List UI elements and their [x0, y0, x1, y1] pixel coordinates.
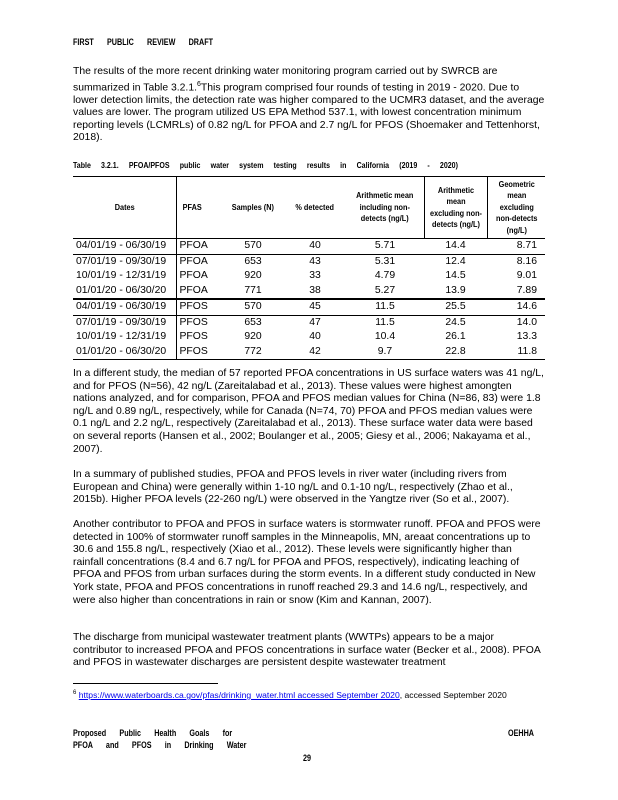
- table-row: [73, 299, 545, 315]
- footnote-link[interactable]: https://www.waterboards.ca.gov/pfas/drinking_water.html accessed September 2020: [78, 689, 400, 700]
- table-row: [73, 345, 545, 360]
- table-cell: PFOA: [179, 284, 208, 296]
- table-cell: 920: [244, 331, 262, 343]
- table-cell: 01/01/20 - 06/30/20: [73, 284, 176, 300]
- table-row: [73, 269, 545, 284]
- table-cell: 7.89: [516, 284, 537, 296]
- table-cell: 5.71: [374, 240, 396, 252]
- header-pfas: PFAS: [182, 201, 202, 212]
- header-detected: % detected: [295, 201, 335, 212]
- table-cell: 26.1: [445, 331, 466, 343]
- table-header-row: [73, 177, 545, 239]
- table-cell: 10/01/19 - 12/31/19: [73, 269, 176, 284]
- table-cell: 11.5: [346, 299, 424, 315]
- table-cell: 11.5: [346, 315, 424, 330]
- table-row: [73, 315, 545, 330]
- paragraph-river-water: In a summary of published studies, PFOA and PFOS levels in river water (including rivers from European and China) were generally within 1-10 ng/L and 0.1-10 ng/L, respectively (Zhao et al., 2015b). Higher PFOA levels (22-260 ng/L) were observed in the Yangtze river (So et al., 2007).: [73, 469, 513, 506]
- footer-title-line1: Proposed Public Health Goals for: [73, 728, 233, 738]
- table-cell: 570: [244, 240, 262, 252]
- table-cell: 04/01/19 - 06/30/19: [73, 299, 176, 315]
- table-cell: 772: [222, 345, 284, 360]
- footer-title-line2: PFOA and PFOS in Drinking Water: [73, 740, 247, 750]
- paragraph-surface-water: In a different study, the median of 57 reported PFOA concentrations in US surface waters was 41 ng/L, and for PFOS (N=56), 42 ng/L (Zareitalabad et al., 2013). These values were highest amongten nations analyzed, and for comparison, PFOA and PFOS median values for China (N=86, 83) were 1.8 ng/L and 0.89 ng/L, respectively, while for Canada (N=74, 70) PFOA and PFOS median values were 0.1 ng/L and 2.2 ng/L, respectively (Zareitalabad et al., 2013). These surface water data were based on several reports (Hansen et al., 2002; Boulanger et al., 2005; Giesy et al., 2006; Nakayama et al., 2007).: [73, 368, 544, 455]
- table-cell: PFOA: [176, 254, 222, 269]
- paragraph-wwtp: The discharge from municipal wastewater treatment plants (WWTPs) appears to be a major contributor to increased PFOA and PFOS concentrations in surface water (Becker et al., 2008). PFOA and PFOS in wastewater discharges are persistent despite wastewater treatment: [73, 632, 541, 669]
- footer-agency: OEHHA: [508, 728, 535, 738]
- table-cell: 570: [222, 299, 284, 315]
- table-cell: 653: [222, 315, 284, 330]
- table-cell: 5.31: [346, 254, 424, 269]
- table-cell: 24.5: [424, 315, 487, 330]
- table-cell: 38: [309, 284, 321, 296]
- table-cell: 07/01/19 - 09/30/19: [73, 254, 176, 269]
- page-number: 29: [303, 753, 312, 763]
- table-cell: 43: [284, 254, 346, 269]
- table-cell: 4.79: [374, 270, 396, 282]
- footnote-ref[interactable]: 6: [196, 80, 201, 88]
- table-caption: Table 3.2.1. PFOA/PFOS public water system testing results in California (2019 - 2020): [73, 160, 458, 170]
- table-cell: 10.4: [374, 331, 396, 343]
- table-row: [73, 284, 545, 300]
- table-row: [73, 254, 545, 269]
- paragraph-text: This program comprised four rounds of testing in 2019 - 2020. Due to lower detection limits, the detection rate was higher compared to the UCMR3 dataset, and the average values are lower. The program utilized US EPA Method 537.1, with lowest concentration minimum reporting levels (LCMRLs) of 0.82 ng/L for PFOA and 2.7 ng/L for PFOS (Shoemaker and Tettenhorst, 2018).: [73, 82, 545, 144]
- paragraph-swrcb: [73, 66, 545, 145]
- header-arith-excl: Arithmetic mean excluding non-detects (ng/L): [424, 177, 487, 239]
- table-cell: 8.71: [516, 240, 537, 252]
- table-cell: 11.8: [487, 345, 545, 360]
- table-cell: 45: [284, 299, 346, 315]
- table-cell: 07/01/19 - 09/30/19: [73, 315, 176, 330]
- table-cell: 8.16: [487, 254, 545, 269]
- table-cell: 653: [222, 254, 284, 269]
- header-geo-excl: Geometric mean excluding non-detects (ng/L): [495, 178, 537, 235]
- table-cell: PFOS: [176, 345, 222, 360]
- table-cell: PFOA: [179, 270, 208, 282]
- table-cell: PFOA: [179, 240, 208, 252]
- header-dates: Dates: [73, 177, 176, 239]
- pfas-results-table: [73, 176, 545, 360]
- paragraph-stormwater: Another contributor to PFOA and PFOS in surface waters is stormwater runoff. PFOA and PFOS were detected in 100% of stormwater runoff samples in the Minneapolis, MN, areaat concentrations up to 30.6 and 155.8 ng/L, respectively (Xiao et al., 2012). These levels were significantly higher than rainfall concentrations (8.4 and 6.7 ng/L for PFOA and PFOS, respectively), indicating leaching of PFOA and PFOS from urban surfaces during the storm events. In a different study conducted in New York state, PFOA and PFOS concentrations in runoff reached 29.3 and 14.6 ng/L, respectively, and were also higher than concentrations in rain or snow (Kim and Kannan, 2007).: [73, 519, 541, 606]
- footnote-number: 6: [73, 690, 77, 696]
- table-cell: 42: [284, 345, 346, 360]
- table-cell: 14.0: [487, 315, 545, 330]
- table-cell: 47: [284, 315, 346, 330]
- table-cell: PFOS: [179, 331, 208, 343]
- table-row: [73, 239, 545, 255]
- table-cell: 04/01/19 - 06/30/19: [73, 239, 176, 255]
- footnote-divider: [73, 683, 218, 684]
- table-cell: 33: [309, 270, 321, 282]
- table-cell: 9.01: [516, 270, 537, 282]
- table-row: [73, 330, 545, 345]
- table-cell: 9.7: [346, 345, 424, 360]
- table-cell: 14.6: [487, 299, 545, 315]
- table-cell: 10/01/19 - 12/31/19: [73, 330, 176, 345]
- table-cell: 771: [244, 284, 262, 296]
- table-cell: 14.5: [445, 270, 466, 282]
- table-cell: 40: [309, 331, 321, 343]
- header-samples: Samples (N): [231, 201, 275, 212]
- table-cell: 5.27: [374, 284, 396, 296]
- table-cell: 13.3: [516, 331, 537, 343]
- footnote: [73, 688, 543, 701]
- table-cell: 22.8: [424, 345, 487, 360]
- paragraph-text: The results of the more recent drinking water monitoring program carried out by SWRCB are summarized in Table 3.2.1.: [73, 66, 498, 94]
- table-cell: 12.4: [424, 254, 487, 269]
- table-cell: 25.5: [424, 299, 487, 315]
- draft-header: FIRST PUBLIC REVIEW DRAFT: [73, 37, 213, 47]
- table-cell: PFOS: [176, 315, 222, 330]
- table-cell: 01/01/20 - 06/30/20: [73, 345, 176, 360]
- header-arith-incl: Arithmetic mean including non-detects (ng/L): [346, 177, 424, 239]
- table-cell: 13.9: [445, 284, 466, 296]
- table-cell: 14.4: [445, 240, 466, 252]
- footnote-text: , accessed September 2020: [399, 689, 507, 700]
- table-cell: 40: [309, 240, 321, 252]
- table-cell: PFOS: [176, 299, 222, 315]
- table-cell: 920: [244, 270, 262, 282]
